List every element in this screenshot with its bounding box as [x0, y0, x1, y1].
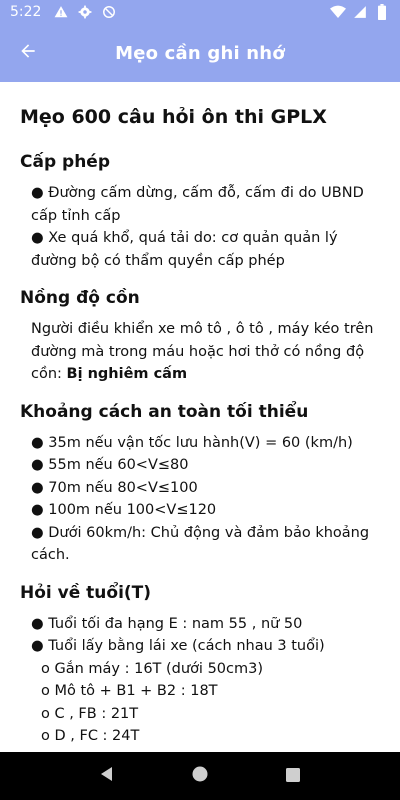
nav-home-button[interactable]: [180, 756, 220, 796]
section-line: ● 100m nếu 100<V≤120: [31, 502, 217, 518]
battery-icon: [374, 4, 390, 20]
recents-square-icon: [286, 767, 300, 786]
status-time: 5:22: [10, 4, 42, 20]
status-bar: [0, 0, 400, 24]
section-line: cấp tỉnh cấp: [31, 207, 121, 224]
signal-icon: [352, 4, 368, 20]
section-heading: Cấp phép: [20, 152, 111, 172]
section-line: ● 55m nếu 60<V≤80: [31, 457, 189, 473]
section-nong-do-con: [20, 286, 380, 386]
section-khoang-cach: [20, 400, 380, 567]
section-line: ● Tuổi lấy bằng lái xe (cách nhau 3 tuổi): [31, 638, 325, 654]
section-heading: Hỏi về tuổi(T): [20, 582, 152, 603]
emphasis-text: Bị nghiêm cấm: [66, 366, 188, 382]
section-line: ● Dưới 60km/h: Chủ động và đảm bảo khoảng: [31, 524, 370, 541]
home-circle-icon: [192, 766, 208, 786]
section-line: ● Xe quá khổ, quá tải do: cơ quản quản lý: [31, 230, 338, 246]
section-line: ● Tuổi tối đa hạng E : nam 55 , nữ 50: [31, 615, 303, 632]
app-title: Mẹo cần ghi nhớ: [115, 42, 285, 64]
section-line: Người điều khiển xe mô tô , ô tô , máy kéo trên: [31, 321, 374, 337]
arrow-left-icon: [18, 41, 38, 65]
nav-recents-button[interactable]: [273, 756, 313, 796]
section-hoi-ve-tuoi: [20, 581, 380, 748]
section-line: ● 35m nếu vận tốc lưu hành(V) = 60 (km/h): [31, 434, 353, 451]
section-line: đường mà trong máu hoặc hơi thở có nồng độ: [31, 343, 365, 360]
section-heading: Nồng độ cồn: [20, 288, 140, 308]
content-scroll-area[interactable]: [0, 82, 400, 752]
warning-icon: [53, 4, 69, 20]
section-line: ● 70m nếu 80<V≤100: [31, 479, 198, 496]
dnd-icon: [101, 4, 117, 20]
section-sub-line: o Gắn máy : 16T (dưới 50cm3): [41, 660, 264, 677]
section-line: cách.: [31, 547, 70, 563]
section-cap-phep: [20, 150, 380, 272]
section-line: ● Đường cấm dừng, cấm đỗ, cấm đi do UBND: [31, 185, 364, 201]
section-sub-line: o Mô tô + B1 + B2 : 18T: [41, 683, 218, 699]
section-line-text: cồn:: [31, 366, 67, 382]
section-sub-line: o D , FC : 24T: [41, 728, 140, 744]
section-line: đường bộ có thẩm quyền cấp phép: [31, 252, 285, 269]
settings-icon: [77, 4, 93, 20]
section-sub-line: o C , FB : 21T: [41, 705, 139, 722]
app-bar: [0, 24, 400, 82]
nav-back-button[interactable]: [87, 756, 127, 796]
system-nav-bar: [0, 752, 400, 800]
wifi-icon: [330, 4, 346, 20]
page-title: Mẹo 600 câu hỏi ôn thi GPLX: [20, 106, 327, 128]
back-button[interactable]: [8, 33, 48, 73]
back-triangle-icon: [99, 766, 115, 786]
section-heading: Khoảng cách an toàn tối thiểu: [20, 401, 309, 422]
section-line-with-emphasis: [20, 363, 380, 386]
